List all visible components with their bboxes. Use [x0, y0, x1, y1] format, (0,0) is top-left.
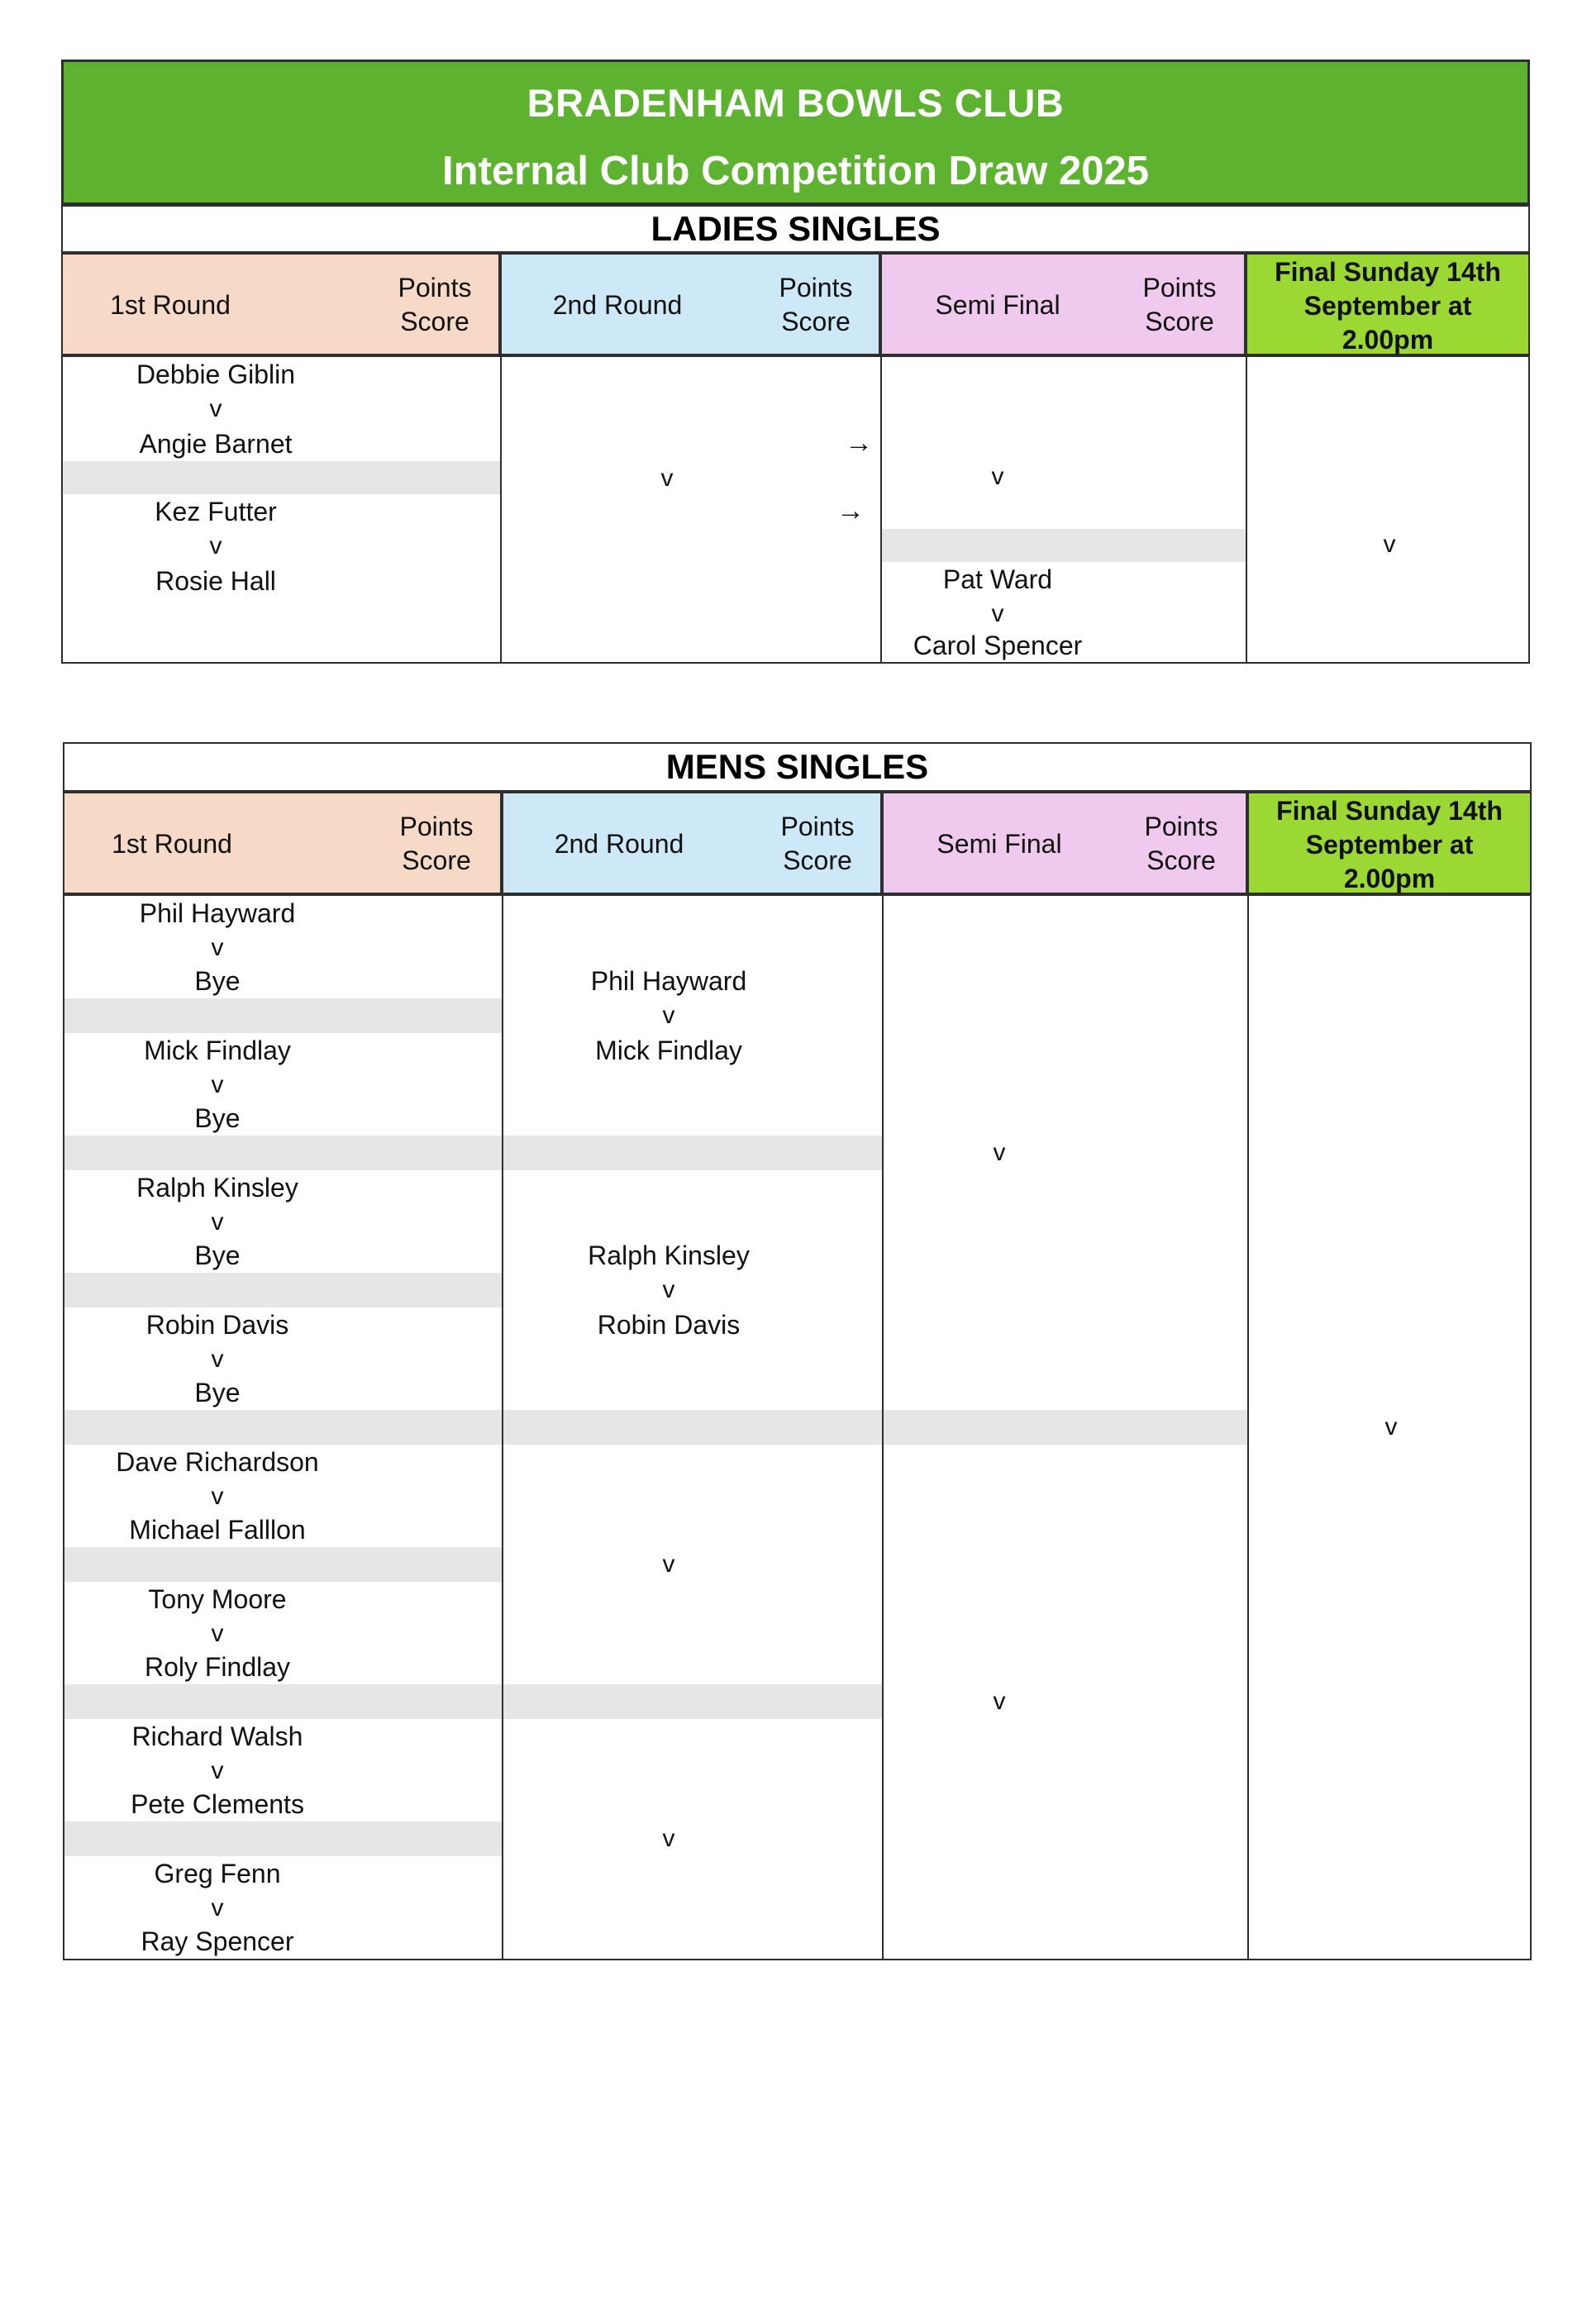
mens-section-title: MENS SINGLES — [63, 742, 1532, 792]
mens-header-semi — [882, 792, 1247, 894]
separator-band — [64, 1684, 884, 1719]
arrow-icon: → — [836, 495, 865, 526]
player-name: Robin Davis — [145, 1310, 289, 1340]
versus-mark: v — [211, 1071, 224, 1098]
mens-header-round1 — [63, 792, 502, 894]
player-name: Dave Richardson — [116, 1447, 319, 1477]
ladies-draw-grid — [61, 355, 1530, 664]
ladies-section-title: LADIES SINGLES — [61, 205, 1530, 253]
player-name: Carol Spencer — [913, 631, 1083, 660]
player-name: Angie Barnet — [139, 429, 293, 459]
versus-mark: v — [662, 1825, 675, 1852]
points-label: Points — [398, 273, 472, 302]
player-name: Mick Findlay — [595, 1036, 742, 1065]
versus-mark: v — [209, 532, 222, 560]
player-name: Ray Spencer — [141, 1926, 294, 1956]
final-label-line1: Final Sunday 14th — [1275, 257, 1501, 287]
ladies-header-round2 — [500, 253, 880, 355]
player-name: Bye — [194, 1103, 241, 1133]
player-name: Ralph Kinsley — [588, 1241, 750, 1270]
player-name: Tony Moore — [148, 1584, 287, 1614]
versus-mark: v — [211, 1208, 224, 1236]
title-banner — [61, 60, 1530, 205]
arrow-icon: → — [845, 427, 873, 459]
score-label: Score — [402, 845, 471, 875]
round1-label: 1st Round — [110, 290, 231, 320]
player-name: Mick Findlay — [144, 1036, 291, 1065]
versus-mark: v — [209, 395, 222, 422]
final-label-line3: 2.00pm — [1343, 864, 1436, 893]
player-name: Richard Walsh — [131, 1722, 303, 1751]
versus-mark: v — [662, 1276, 675, 1303]
points-label: Points — [399, 812, 474, 841]
player-name: Bye — [194, 1241, 241, 1270]
separator-band — [64, 1822, 503, 1856]
final-label-line2: September at — [1305, 830, 1474, 860]
points-label: Points — [780, 812, 855, 841]
versus-mark: v — [660, 464, 674, 492]
player-name: Roly Findlay — [144, 1652, 291, 1682]
semi-final-label: Semi Final — [935, 290, 1060, 320]
player-name: Greg Fenn — [154, 1859, 281, 1888]
score-label: Score — [400, 307, 469, 336]
mens-header-final — [1247, 792, 1532, 894]
separator-band — [64, 1547, 503, 1582]
versus-mark: v — [662, 1002, 675, 1029]
player-name: Pat Ward — [942, 564, 1053, 594]
competition-title: Internal Club Competition Draw 2025 — [442, 149, 1149, 193]
versus-mark: v — [211, 1757, 224, 1784]
player-name: Rosie Hall — [155, 566, 276, 596]
player-name: Pete Clements — [131, 1789, 304, 1819]
player-name: Bye — [194, 966, 241, 996]
mens-header-round2 — [502, 792, 882, 894]
versus-mark: v — [1383, 531, 1396, 558]
mens-draw-grid — [63, 894, 1532, 1960]
score-label: Score — [1145, 307, 1214, 336]
score-label: Score — [783, 845, 852, 875]
club-name: BRADENHAM BOWLS CLUB — [527, 80, 1065, 125]
separator-band — [64, 1273, 503, 1307]
versus-mark: v — [1384, 1413, 1398, 1441]
player-name: Bye — [194, 1378, 241, 1407]
separator-band — [882, 529, 1247, 562]
player-name: Michael Falllon — [129, 1515, 306, 1545]
versus-mark: v — [211, 1620, 224, 1647]
player-name: Kez Futter — [155, 497, 277, 526]
versus-mark: v — [993, 1688, 1006, 1715]
ladies-header-round1 — [61, 253, 500, 355]
versus-mark: v — [662, 1550, 675, 1578]
semi-final-label: Semi Final — [936, 829, 1062, 859]
points-label: Points — [1144, 812, 1218, 841]
round2-label: 2nd Round — [554, 829, 684, 859]
player-name: Ralph Kinsley — [136, 1173, 298, 1202]
separator-band — [63, 461, 502, 494]
player-name: Debbie Giblin — [136, 360, 296, 389]
separator-band — [64, 1136, 884, 1170]
versus-mark: v — [993, 1139, 1006, 1166]
final-label-line1: Final Sunday 14th — [1276, 796, 1503, 826]
ladies-header-final — [1246, 253, 1530, 355]
points-label: Points — [1142, 273, 1217, 302]
score-label: Score — [781, 307, 851, 336]
score-label: Score — [1146, 845, 1216, 875]
round2-label: 2nd Round — [552, 290, 683, 320]
versus-mark: v — [211, 934, 224, 961]
player-name: Phil Hayward — [139, 898, 296, 928]
ladies-header-semi — [880, 253, 1246, 355]
versus-mark: v — [211, 1894, 224, 1922]
separator-band — [64, 1410, 1249, 1445]
player-name: Robin Davis — [597, 1310, 741, 1340]
versus-mark: v — [991, 600, 1004, 627]
final-label-line2: September at — [1303, 291, 1472, 321]
round1-label: 1st Round — [112, 829, 232, 859]
versus-mark: v — [211, 1345, 224, 1373]
player-name: Phil Hayward — [590, 966, 747, 996]
points-label: Points — [779, 273, 853, 302]
separator-band — [64, 998, 503, 1033]
versus-mark: v — [211, 1483, 224, 1510]
final-label-line3: 2.00pm — [1342, 325, 1434, 355]
versus-mark: v — [991, 463, 1004, 490]
